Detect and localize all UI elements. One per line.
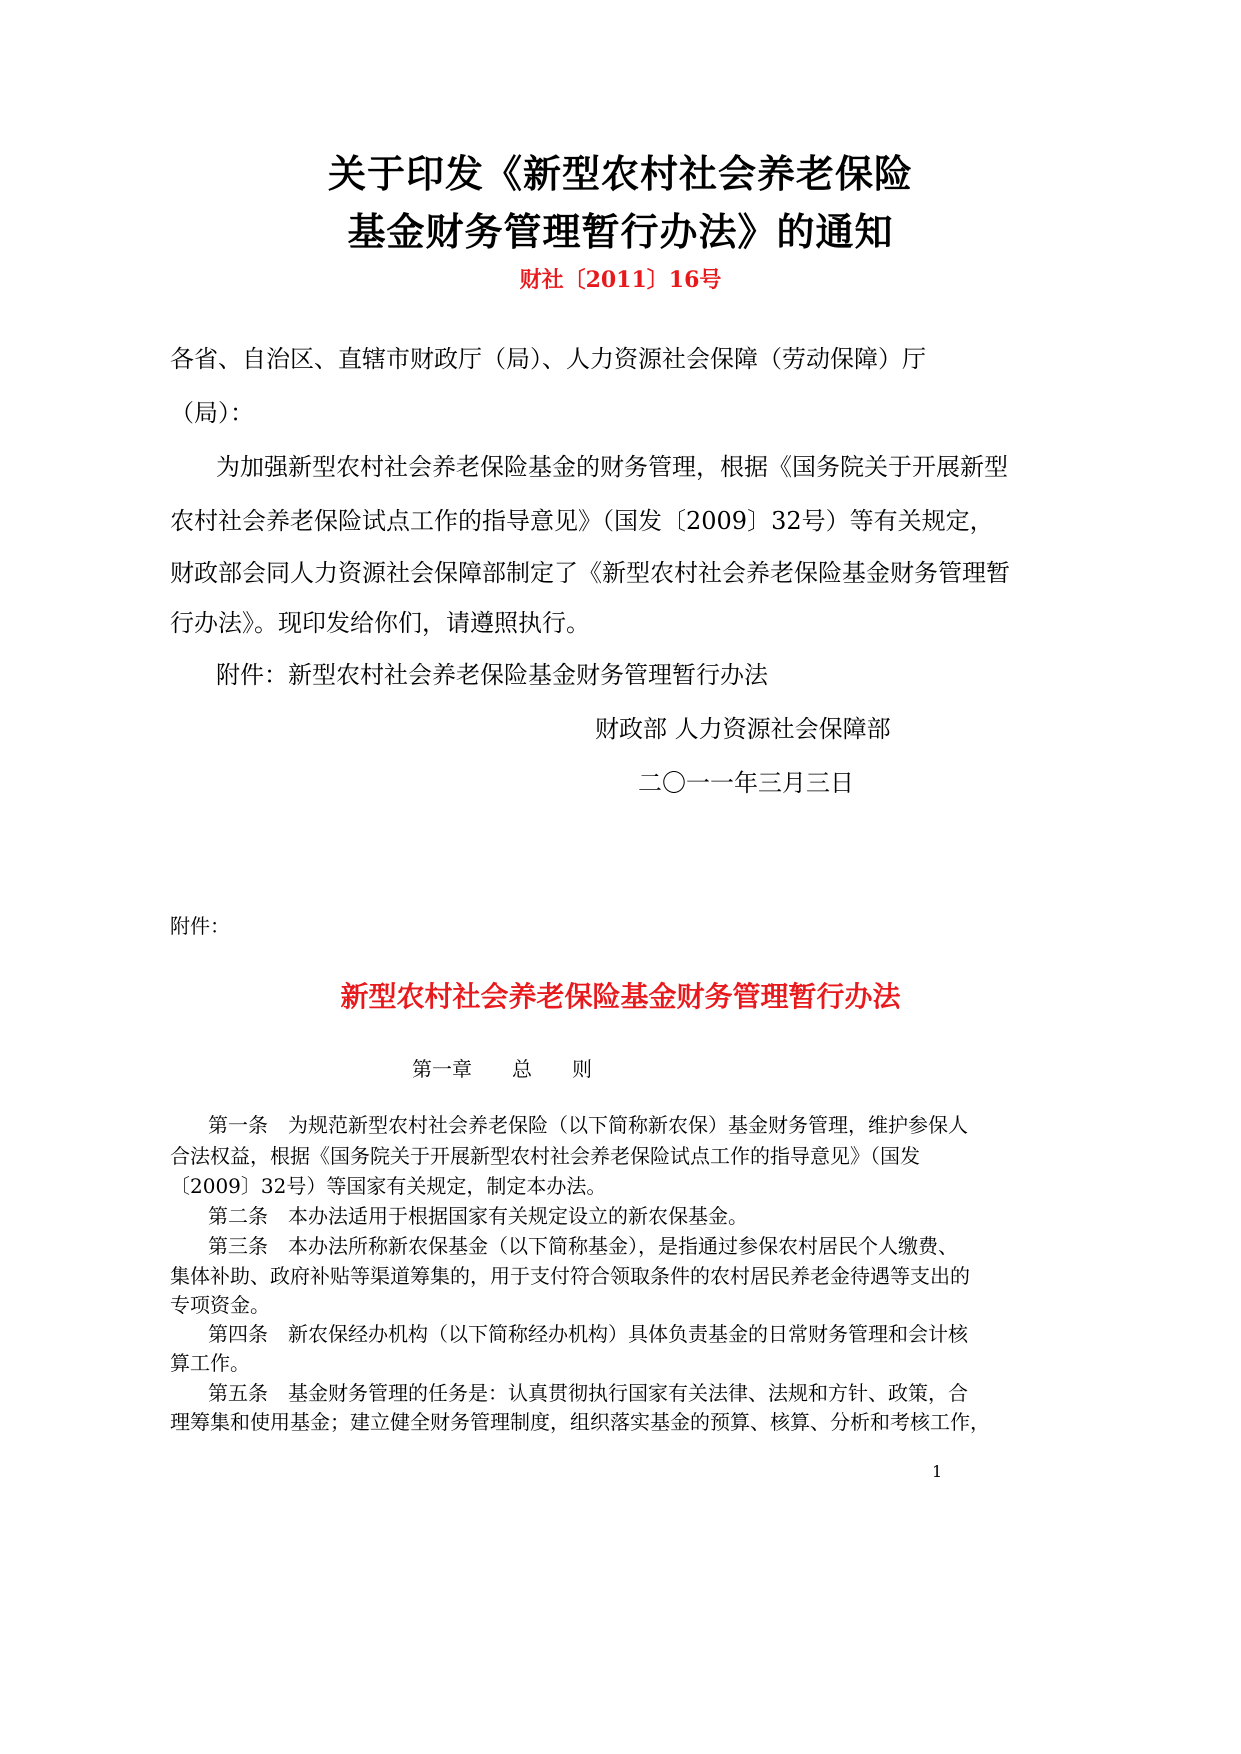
article-line: 理筹集和使用基金；建立健全财务管理制度，组织落实基金的预算、核算、分析和考核工作， — [170, 1410, 990, 1434]
recipients-line-1: 各省、自治区、直辖市财政厅（局）、人力资源社会保障（劳动保障）厅 — [170, 345, 926, 373]
article-line: 算工作。 — [170, 1351, 250, 1375]
article-line: 合法权益，根据《国务院关于开展新型农村社会养老保险试点工作的指导意见》（国发 — [170, 1144, 920, 1168]
article-line: 第一条 为规范新型农村社会养老保险（以下简称新农保）基金财务管理，维护参保人 — [208, 1113, 968, 1137]
notice-title-line-1: 关于印发《新型农村社会养老保险 — [327, 151, 913, 196]
attachment-label: 附件： — [170, 914, 230, 938]
notice-title-line-2: 基金财务管理暂行办法》的通知 — [347, 209, 894, 254]
document-number: 财社〔2011〕16号 — [519, 267, 722, 293]
notice-paragraph-line: 行办法》。现印发给你们，请遵照执行。 — [170, 609, 590, 637]
attachment-title: 新型农村社会养老保险基金财务管理暂行办法 — [340, 980, 901, 1013]
article-line: 第三条 本办法所称新农保基金（以下简称基金），是指通过参保农村居民个人缴费、 — [208, 1234, 958, 1258]
article-line: 集体补助、政府补贴等渠道筹集的，用于支付符合领取条件的农村居民养老金待遇等支出的 — [170, 1264, 970, 1288]
chapter-heading: 第一章 总 则 — [412, 1057, 592, 1081]
issuing-departments: 财政部 人力资源社会保障部 — [595, 715, 891, 743]
page-number: 1 — [932, 1462, 943, 1481]
article-line: 第五条 基金财务管理的任务是：认真贯彻执行国家有关法律、法规和方针、政策，合 — [208, 1381, 968, 1405]
notice-paragraph-line: 为加强新型农村社会养老保险基金的财务管理，根据《国务院关于开展新型 — [216, 453, 1008, 481]
notice-paragraph-line: 农村社会养老保险试点工作的指导意见》（国发〔2009〕32号）等有关规定， — [170, 507, 994, 535]
notice-paragraph-line: 财政部会同人力资源社会保障部制定了《新型农村社会养老保险基金财务管理暂 — [170, 559, 1010, 587]
recipients-line-2: （局）： — [170, 399, 254, 427]
article-line: 第四条 新农保经办机构（以下简称经办机构）具体负责基金的日常财务管理和会计核 — [208, 1322, 968, 1346]
article-line: 〔2009〕32号）等国家有关规定，制定本办法。 — [170, 1174, 607, 1198]
issue-date: 二〇一一年三月三日 — [638, 769, 854, 797]
article-line: 第二条 本办法适用于根据国家有关规定设立的新农保基金。 — [208, 1204, 748, 1228]
article-line: 专项资金。 — [170, 1293, 270, 1317]
attachment-reference: 附件：新型农村社会养老保险基金财务管理暂行办法 — [216, 661, 768, 689]
